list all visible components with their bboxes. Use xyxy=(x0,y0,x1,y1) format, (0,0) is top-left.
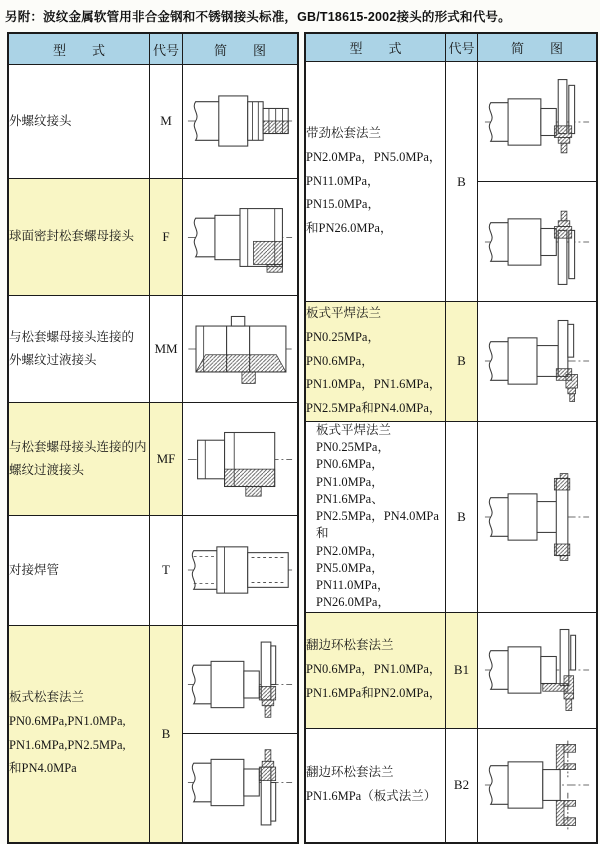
diagram-collar-flange-a-drawing xyxy=(483,72,591,172)
table-row xyxy=(8,65,298,179)
joint-table-right xyxy=(304,32,598,844)
table-row xyxy=(305,612,597,728)
diagram-cell xyxy=(478,302,598,422)
diagram-union-nut-drawing xyxy=(186,189,294,286)
code-cell: B1 xyxy=(446,612,478,728)
header-row xyxy=(305,33,597,62)
type-cell xyxy=(305,612,446,728)
type-cell xyxy=(8,625,150,842)
table-row xyxy=(305,302,597,422)
diagram-cell xyxy=(478,612,598,728)
diagram-cell xyxy=(183,516,299,625)
table-row xyxy=(305,421,597,612)
type-line: 翻边环松套法兰 xyxy=(306,638,394,653)
code-cell: B2 xyxy=(446,728,478,843)
type-cell xyxy=(305,728,446,843)
type-line: 和PN4.0MPa xyxy=(9,761,77,776)
type-cell xyxy=(8,178,150,295)
diagram-nipple-male xyxy=(183,301,297,397)
type-line: 与松套螺母接头连接的 xyxy=(9,329,135,344)
page-title: 另附：波纹金属软管用非合金钢和不锈钢接头标准，GB/T18615-2002接头的形式和代号。 xyxy=(5,10,511,24)
header-diagram: 简 图 xyxy=(478,33,598,62)
diagram-nipple-male-drawing xyxy=(186,305,294,393)
type-line: PN11.0MPa，PN26.0MPa， xyxy=(316,578,390,610)
type-line: PN0.6MPa，PN1.0MPa， xyxy=(306,662,442,677)
code-cell: F xyxy=(150,178,183,295)
diagram-nipple-female-drawing xyxy=(186,413,294,506)
type-line: PN1.0MPa，PN1.6MPa、 xyxy=(316,474,384,506)
type-line: 球面密封松套螺母接头 xyxy=(9,229,135,244)
diagram-cell xyxy=(183,65,299,179)
code-cell: B xyxy=(150,625,183,842)
diagram-butt-weld-drawing xyxy=(186,525,294,615)
type-cell xyxy=(8,296,150,403)
type-cell xyxy=(8,65,150,179)
type-line: 螺纹过渡接头 xyxy=(9,463,85,478)
diagram-lapped-flange xyxy=(478,613,596,728)
header-diagram: 简 图 xyxy=(183,33,299,65)
diagram-butt-weld xyxy=(183,521,297,619)
type-line: PN2.0MPa，PN5.0MPa， xyxy=(316,543,384,575)
diagram-collar-flange-b-drawing xyxy=(483,192,591,292)
diagram-grooved-flange xyxy=(478,729,596,842)
type-line: PN1.0MPa，PN1.6MPa， xyxy=(306,377,442,392)
diagram-collar-flange-b xyxy=(478,182,596,301)
diagram-cell xyxy=(183,296,299,403)
type-line: 板式松套法兰 xyxy=(9,690,85,705)
type-line: PN1.6MPa和PN2.0MPa， xyxy=(306,685,442,700)
header-row xyxy=(8,33,298,65)
diagram-weld-flange-b xyxy=(478,458,596,575)
table-row xyxy=(8,178,298,295)
table-row xyxy=(8,516,298,625)
diagram-male-thread xyxy=(183,70,297,172)
type-cell xyxy=(8,516,150,625)
code-cell: MM xyxy=(150,296,183,403)
tables-container xyxy=(7,32,598,844)
type-line: PN2.5MPa，PN4.0MPa和 xyxy=(316,509,439,541)
type-line: PN0.25MPa，PN0.6MPa， xyxy=(316,440,390,472)
diagram-cell xyxy=(183,403,299,516)
type-line: 带劲松套法兰 xyxy=(306,126,382,141)
diagram-cell xyxy=(183,178,299,295)
type-cell xyxy=(305,302,446,422)
type-line: PN11.0MPa，PN15.0MPa， xyxy=(306,173,380,212)
diagram-plate-flange-b xyxy=(183,734,297,831)
header-type: 型 式 xyxy=(305,33,446,62)
type-line: PN1.6MPa（板式法兰） xyxy=(306,789,437,803)
table-row xyxy=(8,296,298,403)
type-line: 与松套螺母接头连接的内 xyxy=(9,439,147,454)
diagram-cell xyxy=(478,421,598,612)
type-line: 对接焊管 xyxy=(9,562,60,577)
type-line: 板式平焊法兰 xyxy=(316,422,392,437)
diagram-plate-flange-a xyxy=(183,636,297,734)
type-cell xyxy=(305,421,446,612)
type-line: 翻边环松套法兰 xyxy=(306,765,394,780)
type-cell xyxy=(305,62,446,302)
diagram-weld-flange-a-drawing xyxy=(483,311,591,411)
table-row xyxy=(305,62,597,302)
diagram-cell xyxy=(478,728,598,843)
type-line: 外螺纹接头 xyxy=(9,113,72,128)
type-line: PN0.25MPa，PN0.6MPa， xyxy=(306,329,380,368)
type-line: 和PN26.0MPa， xyxy=(306,221,393,236)
code-cell: M xyxy=(150,65,183,179)
diagram-plate-flange-b-drawing xyxy=(186,738,294,827)
diagram-cell xyxy=(478,62,598,302)
code-cell: T xyxy=(150,516,183,625)
diagram-cell xyxy=(183,625,299,842)
diagram-plate-flange-a-drawing xyxy=(186,640,294,729)
code-cell: B xyxy=(446,302,478,422)
diagram-lapped-flange-drawing xyxy=(483,620,591,720)
type-line: PN2.5MPa和PN4.0MPa， xyxy=(306,401,442,415)
diagram-union-nut xyxy=(183,185,297,290)
table-row xyxy=(8,403,298,516)
type-line: PN1.6MPa,PN2.5MPa, xyxy=(9,737,126,752)
table-row xyxy=(305,728,597,843)
type-line: PN2.0MPa，PN5.0MPa， xyxy=(306,149,442,164)
type-cell xyxy=(8,403,150,516)
header-code: 代号 xyxy=(446,33,478,62)
diagram-collar-flange-a xyxy=(478,62,596,182)
header-code: 代号 xyxy=(150,33,183,65)
diagram-nipple-female xyxy=(183,409,297,510)
type-line: 外螺纹过液接头 xyxy=(9,353,97,368)
type-line: PN0.6MPa,PN1.0MPa, xyxy=(9,713,126,728)
table-row xyxy=(8,625,298,842)
diagram-male-thread-drawing xyxy=(186,74,294,168)
code-cell: B xyxy=(446,62,478,302)
code-cell: MF xyxy=(150,403,183,516)
diagram-weld-flange-b-drawing xyxy=(483,467,591,567)
code-cell: B xyxy=(446,421,478,612)
joint-table-left xyxy=(7,32,299,844)
header-type: 型 式 xyxy=(8,33,150,65)
diagram-grooved-flange-drawing xyxy=(483,735,591,835)
diagram-weld-flange-a xyxy=(478,305,596,418)
type-line: 板式平焊法兰 xyxy=(306,306,382,320)
